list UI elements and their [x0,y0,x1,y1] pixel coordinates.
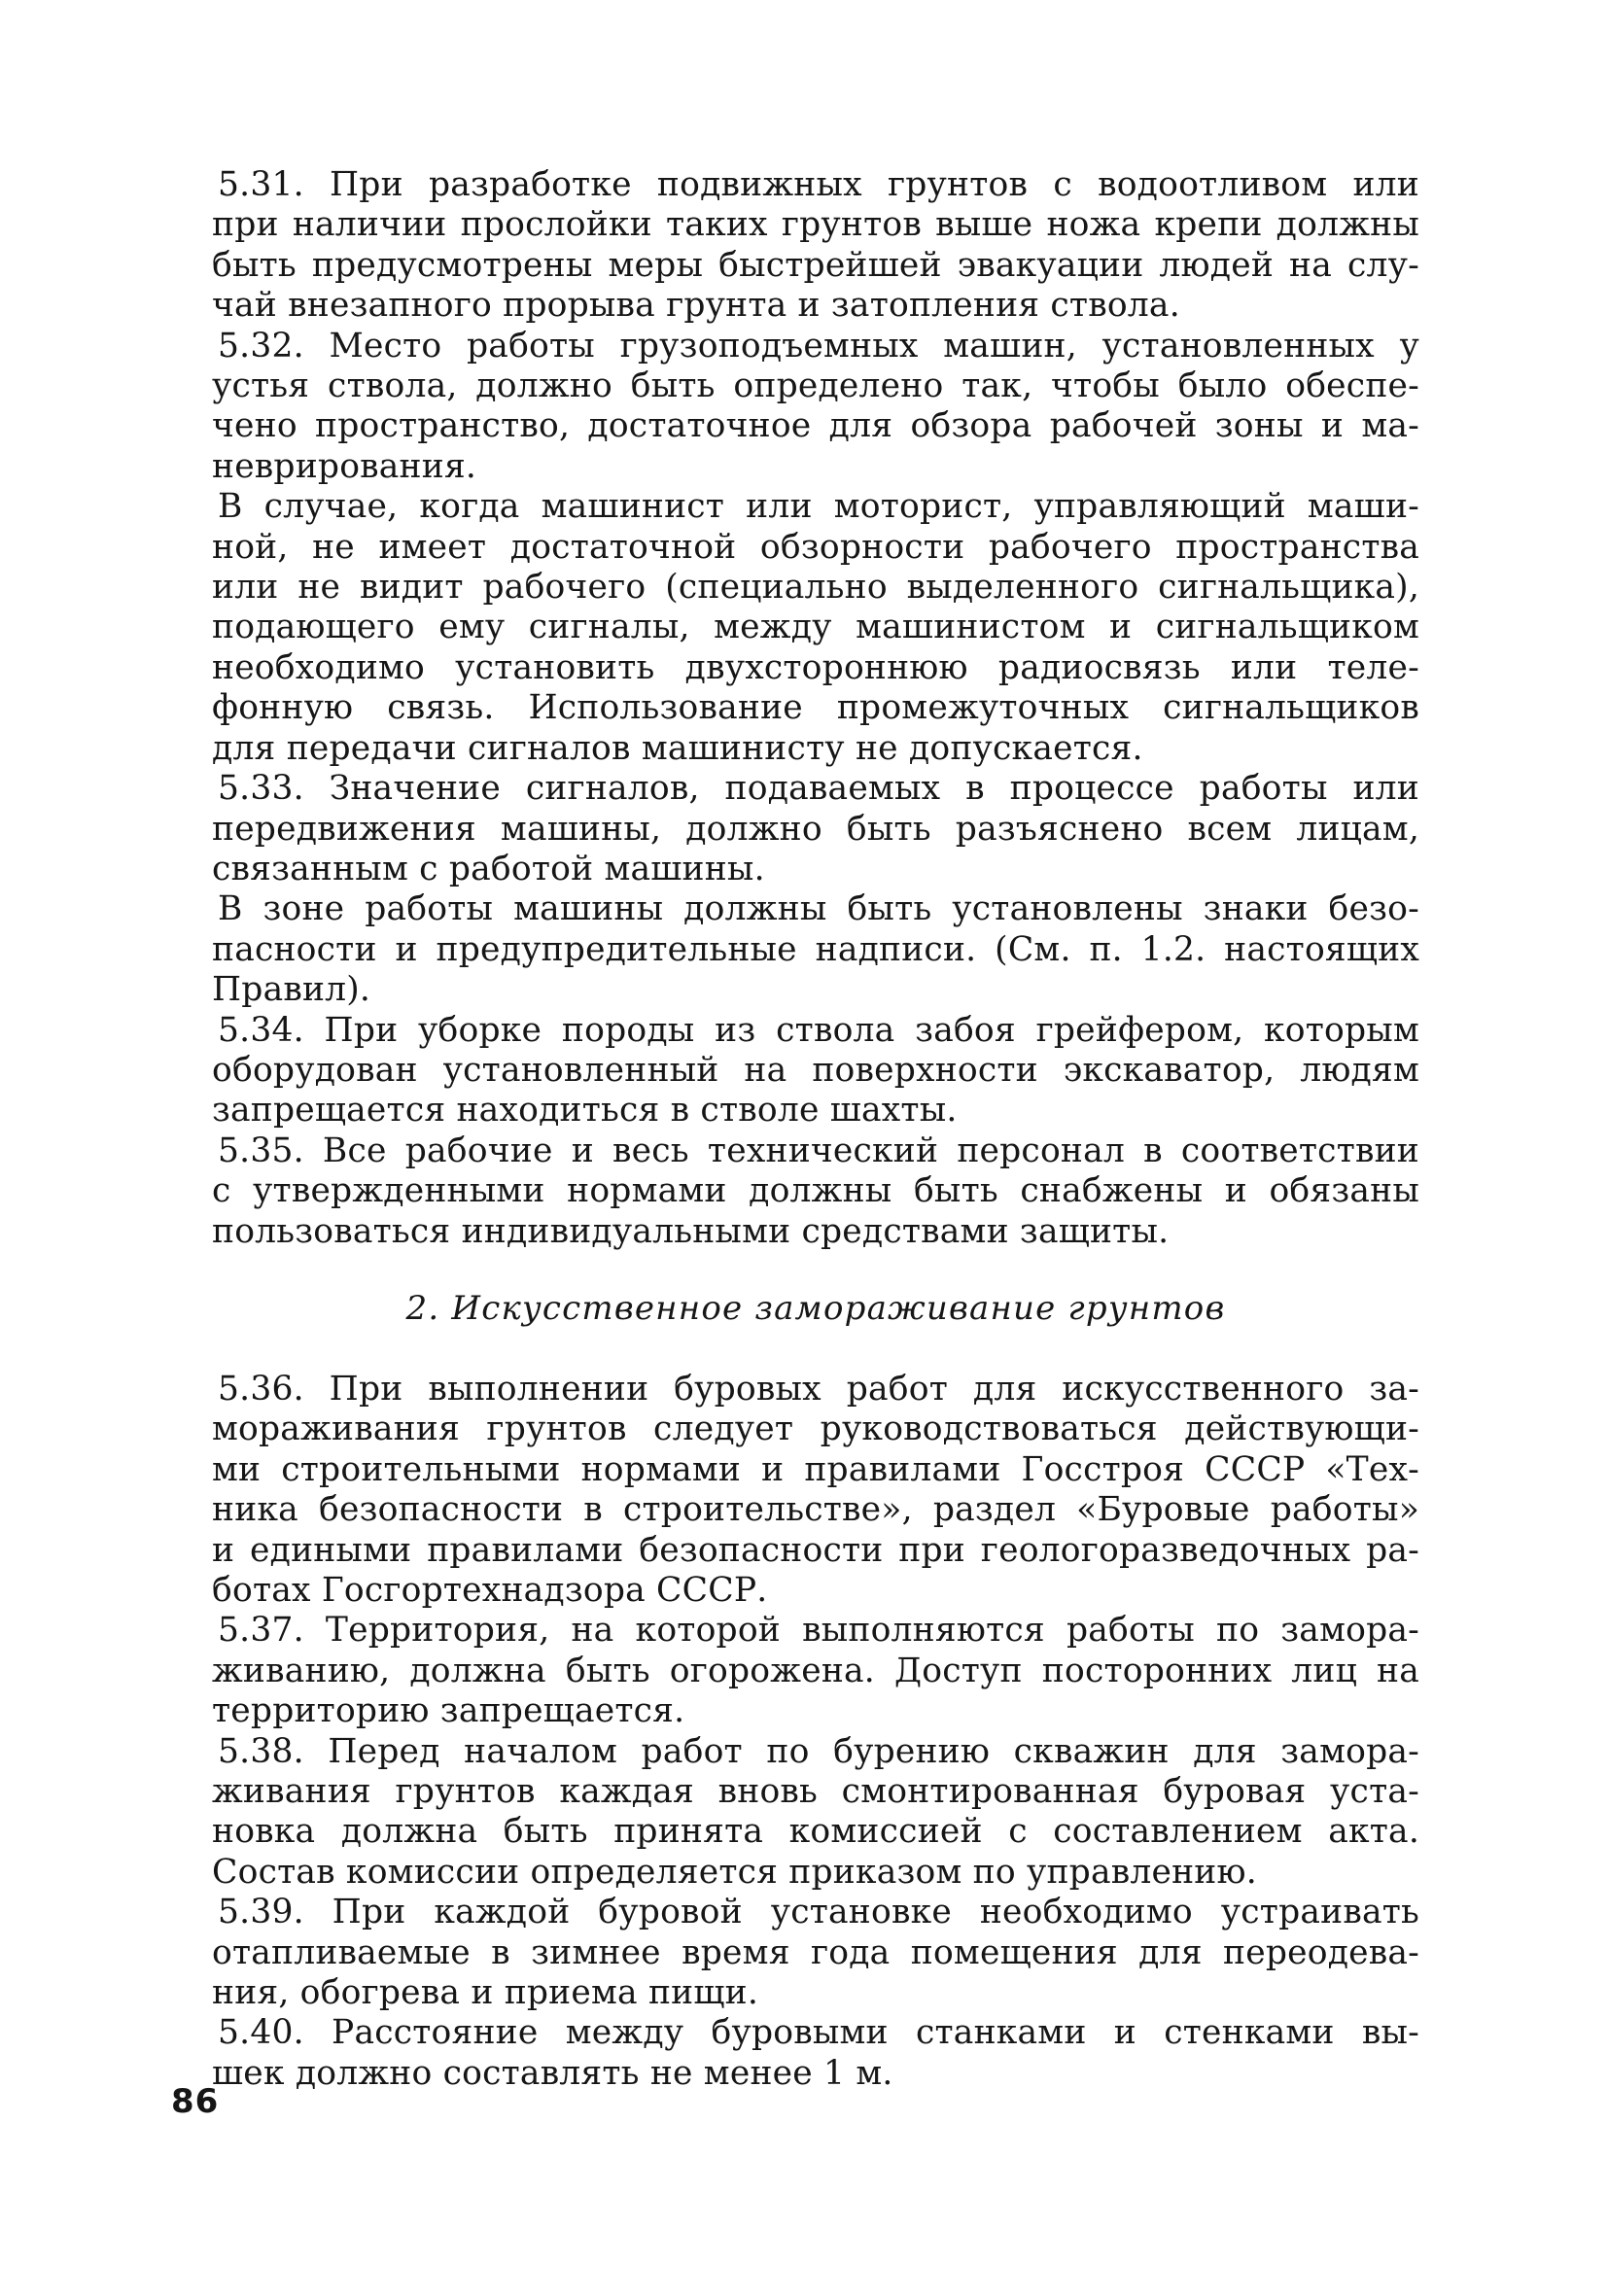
text-line: запрещается находиться в стволе шахты. [212,1091,958,1131]
text-line: ния, обогрева и приема пищи. [212,1973,758,2013]
paragraph [212,2013,1419,2094]
text-line: оборудован установленный на поверхности экскаватор, людям [212,1050,1419,1090]
text-line: 5.33. Значение сигналов, подаваемых в процессе работы или [218,769,1419,809]
paragraph [212,1370,1419,1611]
text-line: чай внезапного прорыва грунта и затопления ствола. [212,286,1180,326]
text-line: с утвержденными нормами должны быть снабжены и обязаны [212,1171,1419,1211]
text-line: Состав комиссии определяется приказом по управлению. [212,1852,1257,1892]
text-line: ной, не имеет достаточной обзорности рабочего пространства [212,527,1419,567]
section-heading: 2. Искусственное замораживание грунтов [405,1288,1226,1328]
paragraph [212,487,1419,769]
text-line: связанным с работой машины. [212,849,765,888]
text-line: 5.36. При выполнении буровых работ для искусственного за- [218,1369,1419,1409]
text-line: мораживания грунтов следует руководствоваться действующи- [212,1409,1419,1449]
text-line: 5.32. Место работы грузоподъемных машин, установленных у [218,326,1419,365]
body-text-before-heading [212,165,1419,1252]
text-line: 5.40. Расстояние между буровыми станками и стенками вы- [218,2013,1419,2053]
text-line: Правил). [212,970,371,1010]
text-line: живания грунтов каждая вновь смонтированная буровая уста- [212,1772,1419,1812]
paragraph [212,769,1419,889]
text-line: ника безопасности в строительстве», раздел «Буровые работы» [212,1490,1419,1530]
text-line: территорию запрещается. [212,1691,685,1731]
text-line: чено пространство, достаточное для обзора рабочей зоны и ма- [212,406,1419,446]
text-line: 5.34. При уборке породы из ствола забоя грейфером, которым [218,1010,1419,1050]
text-line: фонную связь. Использование промежуточных сигнальщиков [212,688,1419,728]
paragraph [212,1011,1419,1131]
text-line: быть предусмотрены меры быстрейшей эвакуации людей на слу- [212,245,1419,285]
text-line: устья ствола, должно быть определено так, чтобы было обеспе- [212,366,1419,406]
text-line: 5.37. Территория, на которой выполняются работы по замора- [218,1611,1419,1651]
text-line: подающего ему сигналы, между машинистом и сигнальщиком [212,608,1419,647]
paragraph [212,327,1419,488]
page-number: 86 [171,2082,220,2121]
book-page [212,165,1419,2094]
text-line: неврирования. [212,446,477,486]
text-line: отапливаемые в зимнее время года помещения для переодева- [212,1932,1419,1972]
text-line: пасности и предупредительные надписи. (См. п. 1.2. настоящих [212,929,1419,969]
text-line: 5.31. При разработке подвижных грунтов с водоотливом или [218,165,1419,204]
paragraph [212,889,1419,1010]
text-line: 5.39. При каждой буровой установке необходимо устраивать [218,1893,1419,1932]
text-line: или не видит рабочего (специально выделенного сигнальщика), [212,568,1419,608]
paragraph [212,165,1419,327]
text-line: В случае, когда машинист или моторист, управляющий маши- [218,487,1419,527]
text-line: живанию, должна быть огорожена. Доступ посторонних лиц на [212,1651,1419,1690]
text-line: при наличии прослойки таких грунтов выше ножа крепи должны [212,205,1419,245]
text-line: ми строительными нормами и правилами Госстроя СССР «Тех- [212,1449,1419,1489]
body-text-after-heading [212,1370,1419,2094]
paragraph [212,1611,1419,1731]
text-line: и едиными правилами безопасности при геологоразведочных ра- [212,1530,1419,1570]
text-line: 5.35. Все рабочие и весь технический персонал в соответствии [218,1131,1419,1170]
text-line: передвижения машины, должно быть разъяснено всем лицам, [212,809,1419,849]
text-line: шек должно составлять не менее 1 м. [212,2053,893,2093]
text-line: новка должна быть принята комиссией с составлением акта. [212,1812,1419,1852]
paragraph [212,1732,1419,1894]
text-line: пользоваться индивидуальными средствами защиты. [212,1211,1170,1251]
text-line: для передачи сигналов машинисту не допускается. [212,728,1143,768]
paragraph [212,1893,1419,2013]
paragraph [212,1131,1419,1252]
text-line: ботах Госгортехнадзора СССР. [212,1571,768,1610]
text-line: 5.38. Перед началом работ по бурению скважин для замора- [218,1731,1419,1771]
text-line: В зоне работы машины должны быть установлены знаки безо- [218,889,1419,929]
text-line: необходимо установить двухстороннюю радиосвязь или теле- [212,647,1419,687]
